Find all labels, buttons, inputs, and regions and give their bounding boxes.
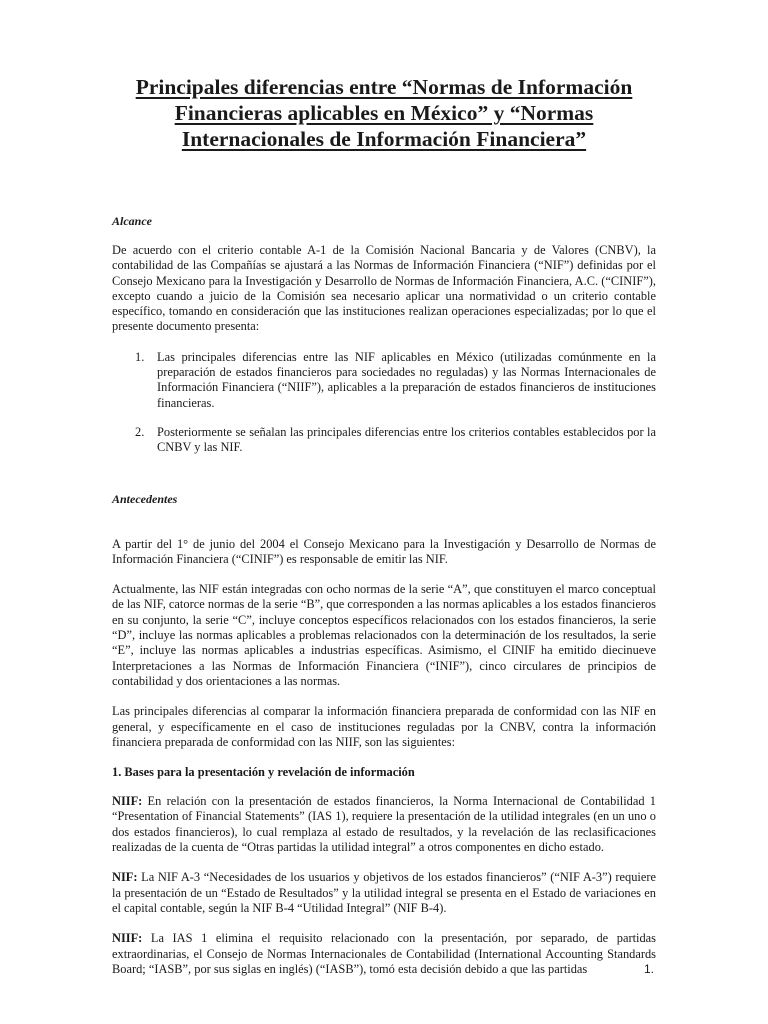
paragraph-text: La IAS 1 elimina el requisito relacionado con la presentación, por separado, de partidas extraordinarias, el Consejo de Normas Internacionales de Contabilidad (International Accounting Standards Board; “IASB”, por sus siglas en inglés) (“IASB”), tomó esta decisión debido a que las partidas [112,931,656,976]
page-number: 1. [643,962,654,976]
list-item [112,425,656,456]
section-1-paragraph [112,931,656,977]
list-item-text: Posteriormente se señalan las principales diferencias entre los criterios contables establecidos por la CNBV y las NIF. [157,424,656,455]
alcance-list [112,350,656,456]
page-title: Principales diferencias entre “Normas de Información Financieras aplicables en México” y “Normas Internacionales de Información Financiera” [135,75,633,151]
list-item-number: 1. [135,349,145,364]
section-1-paragraph [112,870,656,916]
section-1-paragraph [112,794,656,855]
standard-label: NIIF: [112,794,143,809]
list-item-text: Las principales diferencias entre las NIF aplicables en México (utilizadas comúnmente en la preparación de estados financieros para sociedades no reguladas) y las Normas Internacionales de Información Financiera (“NIIF”), aplicables a la preparación de estados financieros de instituciones financieras. [157,349,656,410]
standard-label: NIIF: [112,931,143,946]
alcance-intro: De acuerdo con el criterio contable A-1 de la Comisión Nacional Bancaria y de Valores (CNBV), la contabilidad de las Compañías se ajustará a las Normas de Información Financiera (“NIF”) definidas por el Consejo Mexicano para la Investigación y Desarrollo de Normas de Información Financiera, A.C. (“CINIF”), excepto cuando a juicio de la Comisión sea necesario aplicar una normatividad o un criterio contable específico, tomando en consideración que las instituciones realizan operaciones especializadas; por lo que el presente documento presenta: [112,243,656,334]
section-1-heading: 1. Bases para la presentación y revelación de información [112,765,415,780]
antecedentes-heading: Antecedentes [112,491,178,506]
paragraph-text: En relación con la presentación de estados financieros, la Norma Internacional de Contabilidad 1 “Presentation of Financial Statements” (IAS 1), requiere la presentación de la utilidad integrales (en un uno o dos estados financieros), lo cual remplaza al estado de resultados, y la revelación de las reclasificaciones realizadas de la cuenta de “Otras partidas la utilidad integral” a otros componentes en dicho estado. [112,794,656,855]
list-item [112,350,656,411]
antecedentes-paragraph-1: A partir del 1° de junio del 2004 el Consejo Mexicano para la Investigación y Desarrollo de Normas de Información Financiera (“CINIF”) es responsable de emitir las NIF. [112,536,656,566]
paragraph-text: La NIF A-3 “Necesidades de los usuarios y objetivos de los estados financieros” (“NIF A-3”) requiere la presentación de un “Estado de Resultados” y la utilidad integral se presenta en el Estado de variaciones en el capital contable, según la NIF B-4 “Utilidad Integral” (NIF B-4). [112,870,656,915]
alcance-heading: Alcance [112,214,152,228]
standard-label: NIF: [112,870,138,885]
antecedentes-paragraph-2: Actualmente, las NIF están integradas con ocho normas de la serie “A”, que constituyen el marco conceptual de las NIF, catorce normas de la serie “B”, que corresponden a las normas aplicables a los estados financieros en su conjunto, la serie “C”, incluye conceptos específicos relacionados con los estados financieros, la serie “D”, incluye las normas aplicables a problemas relacionados con la determinación de los resultados, la serie “E”, incluye las normas aplicables a industrias específicas. Asimismo, el CINIF ha emitido diecinueve Interpretaciones a las Normas de Información Financiera (“INIF”), cinco circulares de principios de contabilidad y dos orientaciones a las normas. [112,582,656,688]
antecedentes-paragraph-3: Las principales diferencias al comparar la información financiera preparada de conformidad con las NIF en general, y específicamente en el caso de instituciones reguladas por la CNBV, contra la información financiera preparada de conformidad con las NIIF, son las siguientes: [112,704,656,749]
list-item-number: 2. [135,424,145,439]
